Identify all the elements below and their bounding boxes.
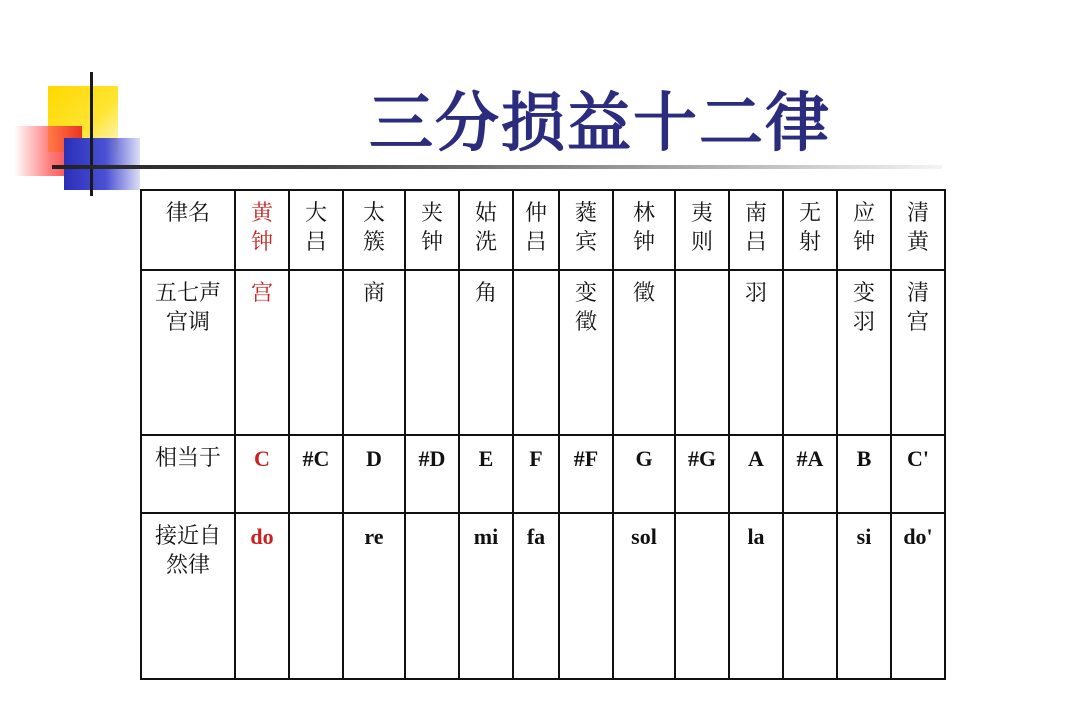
cell-lvming: 南 吕 xyxy=(729,190,783,270)
cell-gongdiao: 变 徵 xyxy=(559,270,613,435)
cell-lvming: 仲 吕 xyxy=(513,190,559,270)
cell-solfege: la xyxy=(729,513,783,679)
cell-solfege xyxy=(783,513,837,679)
cell-gongdiao: 角 xyxy=(459,270,513,435)
cell-note: #A xyxy=(783,435,837,513)
row-header-lvming: 律名 xyxy=(141,190,235,270)
cell-note: D xyxy=(343,435,405,513)
cell-lvming: 无 射 xyxy=(783,190,837,270)
cell-note: A xyxy=(729,435,783,513)
cell-lvming: 应 钟 xyxy=(837,190,891,270)
decor-horizontal-line xyxy=(52,165,942,169)
cell-gongdiao xyxy=(289,270,343,435)
cell-solfege: do' xyxy=(891,513,945,679)
cell-solfege: mi xyxy=(459,513,513,679)
row-header-xiangdangyu: 相当于 xyxy=(141,435,235,513)
cell-note: C xyxy=(235,435,289,513)
cell-note: #C xyxy=(289,435,343,513)
table-row-gongdiao xyxy=(141,270,945,435)
cell-lvming: 清 黄 xyxy=(891,190,945,270)
cell-gongdiao: 羽 xyxy=(729,270,783,435)
cell-solfege xyxy=(559,513,613,679)
cell-gongdiao xyxy=(405,270,459,435)
cell-gongdiao: 商 xyxy=(343,270,405,435)
decor-vertical-line xyxy=(90,72,93,196)
cell-gongdiao: 宫 xyxy=(235,270,289,435)
table-row-lvming xyxy=(141,190,945,270)
cell-lvming: 太 簇 xyxy=(343,190,405,270)
row-header-gongdiao: 五七声 宫调 xyxy=(141,270,235,435)
cell-gongdiao: 清 宫 xyxy=(891,270,945,435)
cell-note: F xyxy=(513,435,559,513)
cell-note: #D xyxy=(405,435,459,513)
cell-note: G xyxy=(613,435,675,513)
cell-gongdiao: 变 羽 xyxy=(837,270,891,435)
cell-note: C' xyxy=(891,435,945,513)
row-header-ziranlv: 接近自 然律 xyxy=(141,513,235,679)
cell-lvming: 蕤 宾 xyxy=(559,190,613,270)
cell-note: #F xyxy=(559,435,613,513)
cell-gongdiao xyxy=(675,270,729,435)
cell-lvming: 林 钟 xyxy=(613,190,675,270)
cell-lvming: 夹 钟 xyxy=(405,190,459,270)
cell-gongdiao xyxy=(513,270,559,435)
cell-solfege xyxy=(289,513,343,679)
cell-solfege xyxy=(675,513,729,679)
cell-gongdiao: 徵 xyxy=(613,270,675,435)
table-row-xiangdangyu xyxy=(141,435,945,513)
cell-gongdiao xyxy=(783,270,837,435)
cell-lvming: 姑 洗 xyxy=(459,190,513,270)
cell-lvming: 大 吕 xyxy=(289,190,343,270)
page-title: 三分损益十二律 xyxy=(369,86,831,161)
cell-note: E xyxy=(459,435,513,513)
cell-note: B xyxy=(837,435,891,513)
cell-note: #G xyxy=(675,435,729,513)
twelve-lv-table xyxy=(140,189,946,680)
cell-solfege: si xyxy=(837,513,891,679)
cell-lvming: 黄 钟 xyxy=(235,190,289,270)
cell-solfege: fa xyxy=(513,513,559,679)
cell-solfege: do xyxy=(235,513,289,679)
cell-lvming: 夷 则 xyxy=(675,190,729,270)
cell-solfege: re xyxy=(343,513,405,679)
cell-solfege xyxy=(405,513,459,679)
decor-blue-square xyxy=(64,138,140,190)
table-row-ziranlv xyxy=(141,513,945,679)
cell-solfege: sol xyxy=(613,513,675,679)
